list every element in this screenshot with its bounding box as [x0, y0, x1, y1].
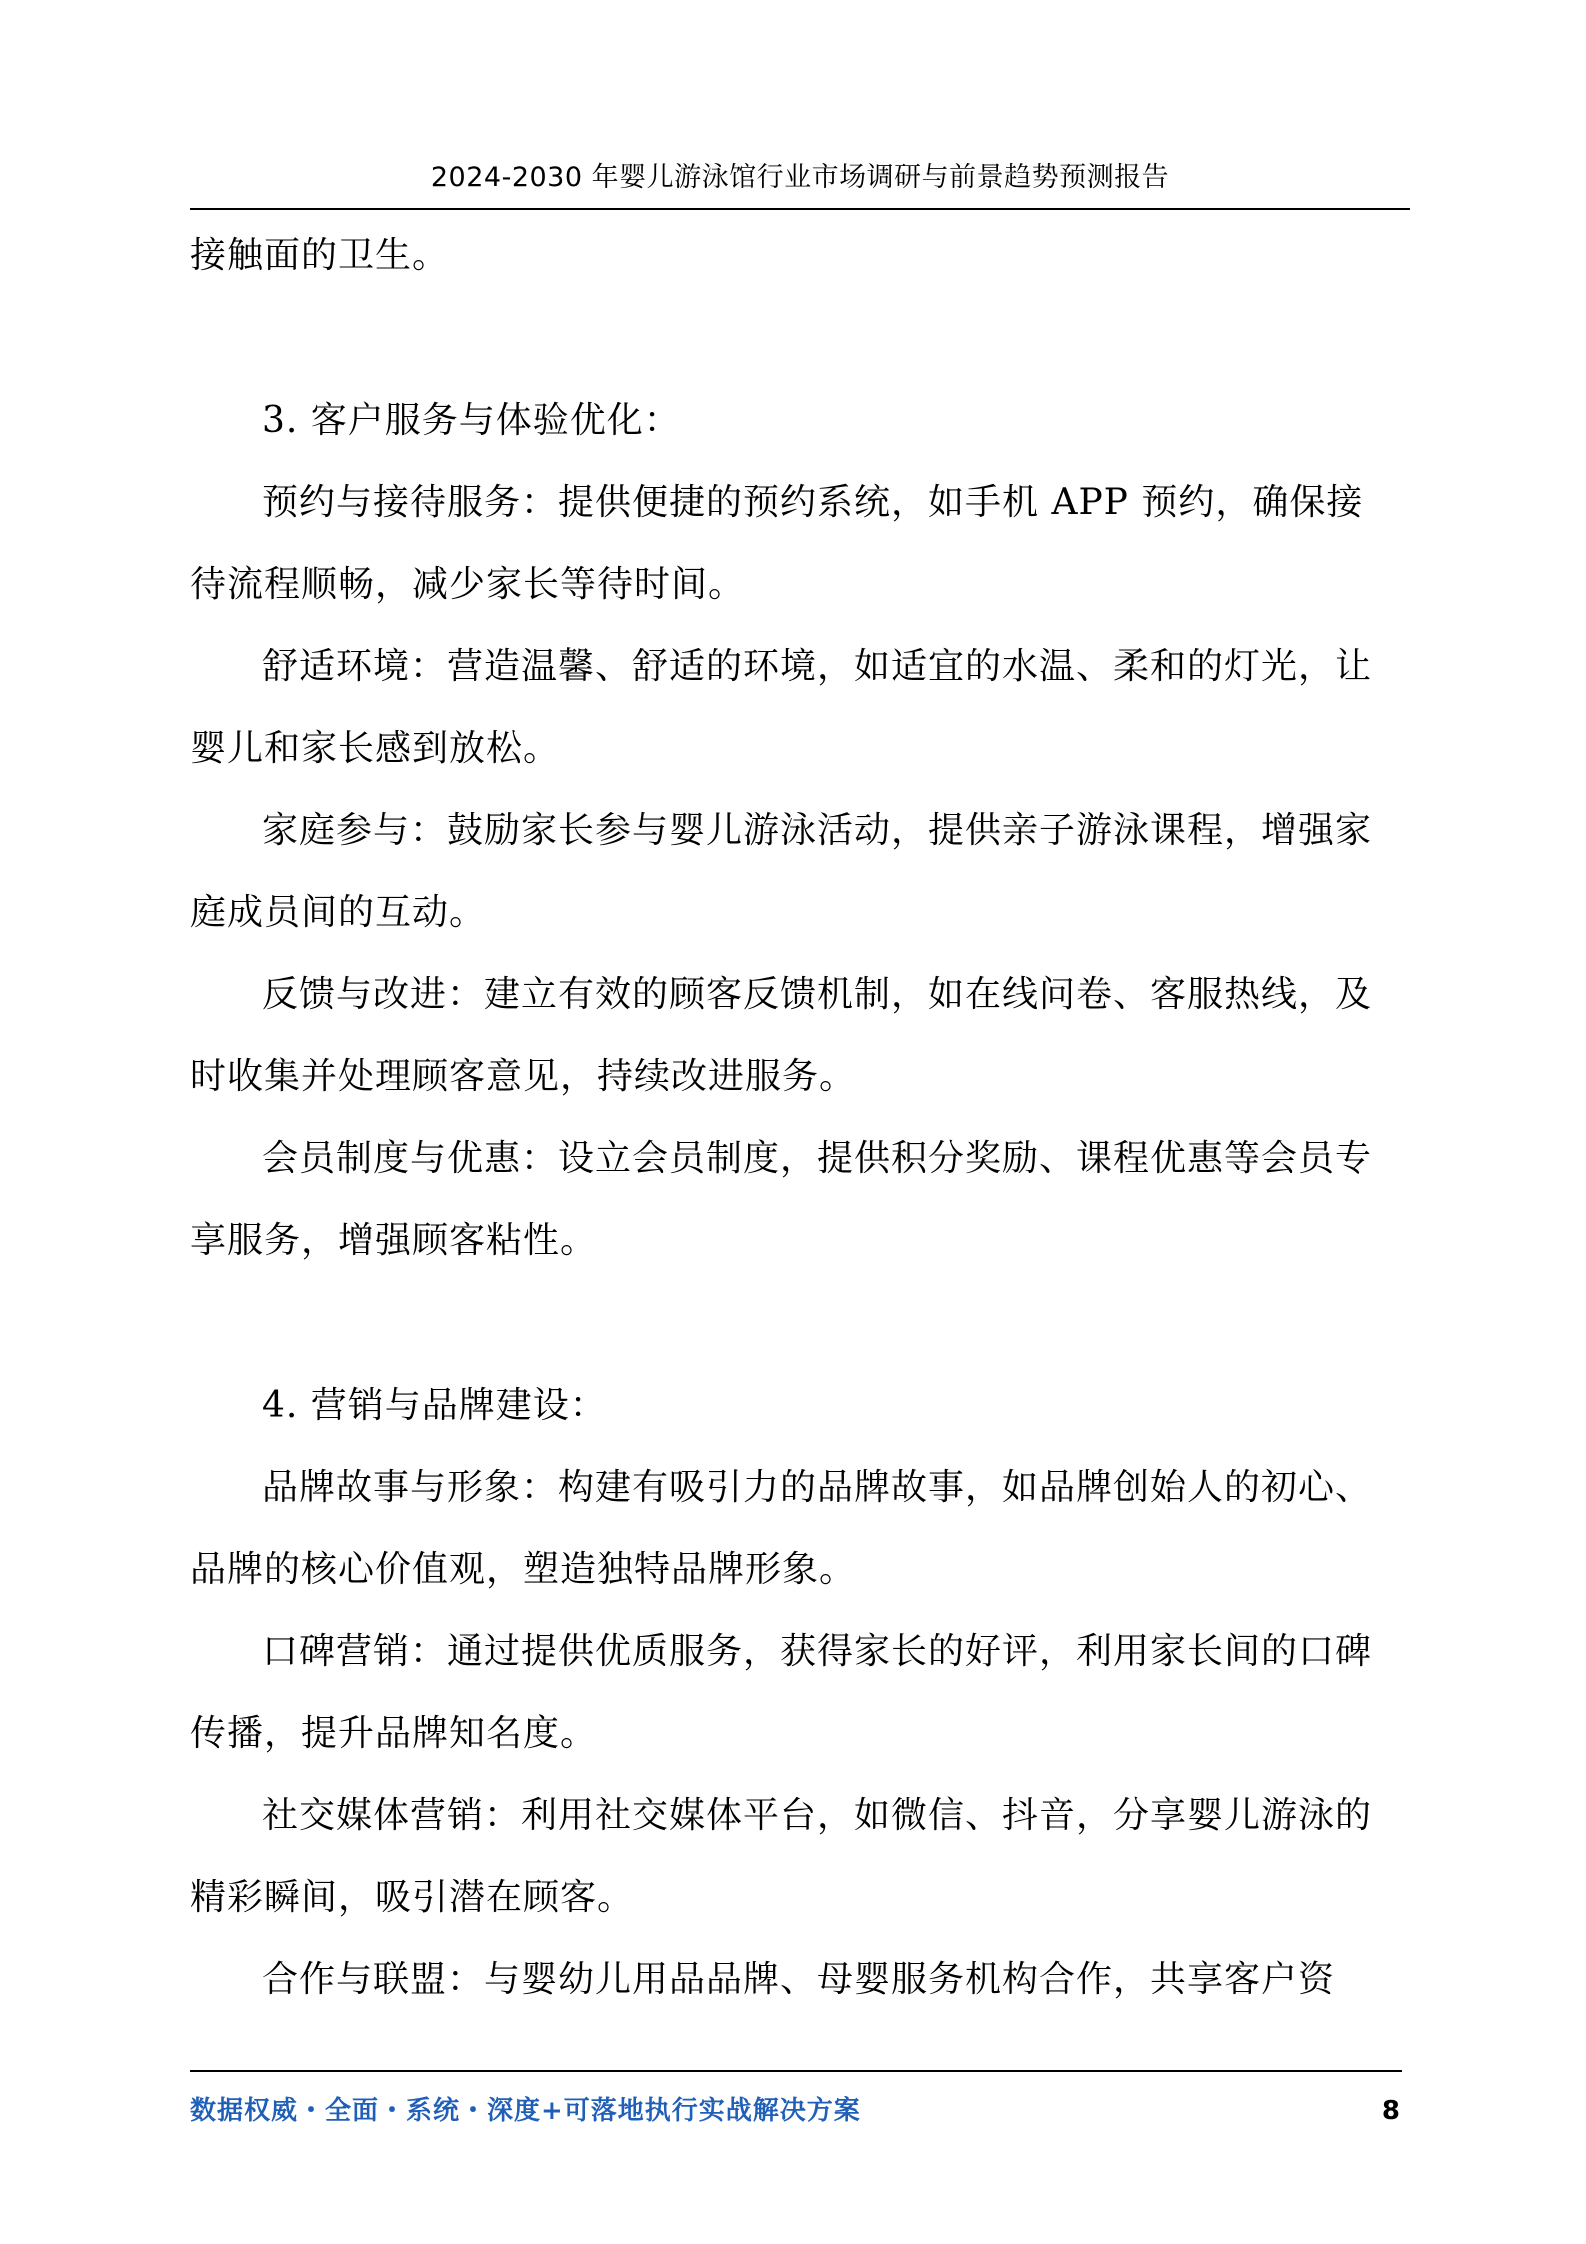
continuation-paragraph: 接触面的卫生。: [190, 235, 450, 276]
section-3-item-feedback: 反馈与改进：建立有效的顾客反馈机制，如在线问卷、客服热线，及时收集并处理顾客意见，持续改进服务。: [190, 974, 1373, 1097]
page-content: [190, 215, 1390, 2021]
page-number: 8: [1381, 2096, 1400, 2126]
section-3-item-environment: 舒适环境：营造温馨、舒适的环境，如适宜的水温、柔和的灯光，让婴儿和家长感到放松。: [190, 646, 1373, 769]
section-4-item-word-of-mouth: 口碑营销：通过提供优质服务，获得家长的好评，利用家长间的口碑传播，提升品牌知名度。: [190, 1631, 1373, 1754]
section-4-heading: 4. 营销与品牌建设：: [262, 1385, 607, 1426]
footer-divider: [190, 2070, 1402, 2072]
section-4-item-brand-story: 品牌故事与形象：构建有吸引力的品牌故事，如品牌创始人的初心、品牌的核心价值观，塑造独特品牌形象。: [190, 1467, 1373, 1590]
section-3-item-membership: 会员制度与优惠：设立会员制度，提供积分奖励、课程优惠等会员专享服务，增强顾客粘性。: [190, 1138, 1373, 1261]
section-3-item-family: 家庭参与：鼓励家长参与婴儿游泳活动，提供亲子游泳课程，增强家庭成员间的互动。: [190, 810, 1373, 933]
section-3-heading: 3. 客户服务与体验优化：: [262, 400, 681, 441]
section-3-item-booking: 预约与接待服务：提供便捷的预约系统，如手机 APP 预约，确保接待流程顺畅，减少家长等待时间。: [190, 482, 1364, 605]
header-divider: [190, 208, 1410, 210]
section-4-item-social-media: 社交媒体营销：利用社交媒体平台，如微信、抖音，分享婴儿游泳的精彩瞬间，吸引潜在顾客。: [190, 1795, 1373, 1918]
section-4-item-partnership: 合作与联盟：与婴幼儿用品品牌、母婴服务机构合作，共享客户资: [262, 1959, 1336, 2000]
footer-slogan: 数据权威・全面・系统・深度+可落地执行实战解决方案: [190, 2096, 861, 2126]
report-title: 2024-2030 年婴儿游泳馆行业市场调研与前景趋势预测报告: [430, 162, 1170, 193]
